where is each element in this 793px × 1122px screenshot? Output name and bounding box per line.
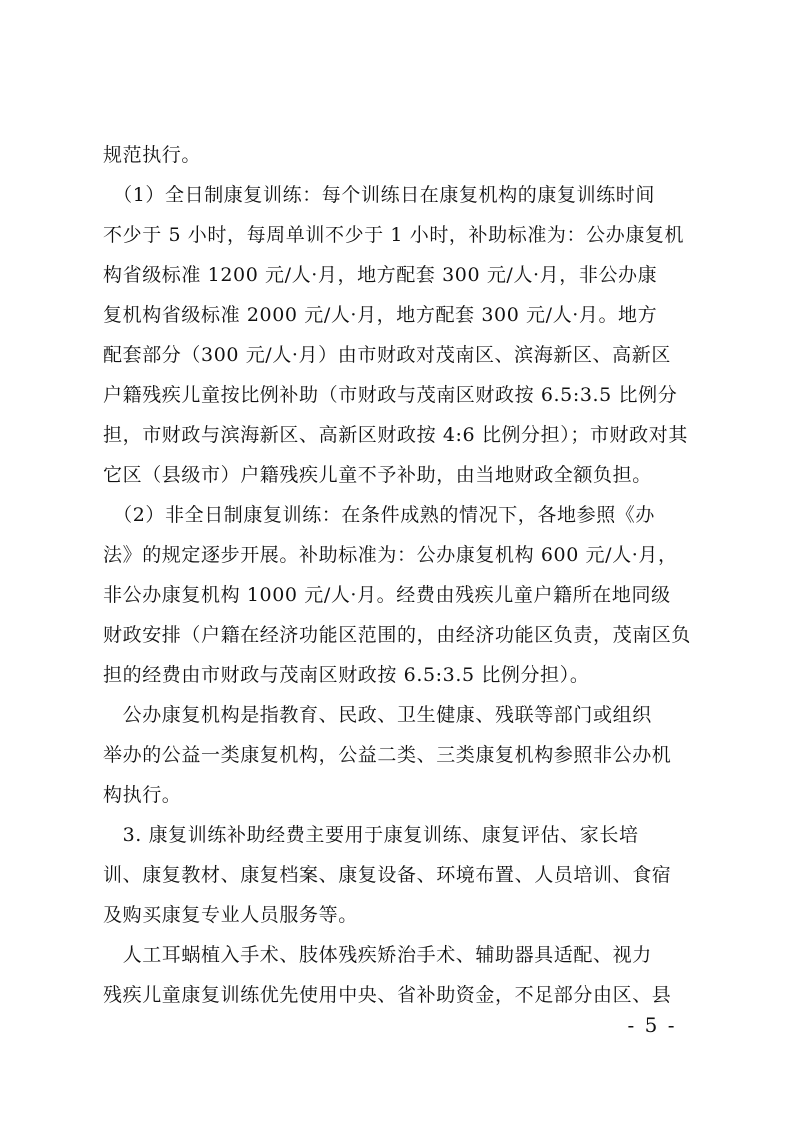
text-line: 财政安排（户籍在经济功能区范围的，由经济功能区负责，茂南区负 xyxy=(103,624,692,646)
text-line: 法》的规定逐步开展。补助标准为：公办康复机构 600 元/人·月， xyxy=(103,544,678,566)
body-text xyxy=(103,135,713,1015)
text-line: 人工耳蜗植入手术、肢体残疾矫治手术、辅助器具适配、视力 xyxy=(103,944,652,966)
text-line: 担的经费由市财政与茂南区财政按 6.5:3.5 比例分担）。 xyxy=(103,664,590,686)
text-line: 复机构省级标准 2000 元/人·月，地方配套 300 元/人·月。地方 xyxy=(103,304,658,326)
text-line: 担，市财政与滨海新区、高新区财政按 4:6 比例分担）；市财政对其 xyxy=(103,424,688,446)
text-line: 构执行。 xyxy=(103,784,182,806)
page-number: - 5 - xyxy=(627,1013,677,1037)
text-line: （2）非全日制康复训练：在条件成熟的情况下，各地参照《办 xyxy=(103,504,655,526)
text-line: 配套部分（300 元/人·月）由市财政对茂南区、滨海新区、高新区 xyxy=(103,344,671,366)
text-line: 非公办康复机构 1000 元/人·月。经费由残疾儿童户籍所在地同级 xyxy=(103,584,671,606)
text-line: 训、康复教材、康复档案、康复设备、环境布置、人员培训、食宿 xyxy=(103,864,672,886)
text-line: 举办的公益一类康复机构，公益二类、三类康复机构参照非公办机 xyxy=(103,744,672,766)
text-line: 及购买康复专业人员服务等。 xyxy=(103,904,358,926)
text-line: 3. 康复训练补助经费主要用于康复训练、康复评估、家长培 xyxy=(103,824,639,846)
text-line: （1）全日制康复训练：每个训练日在康复机构的康复训练时间 xyxy=(103,184,655,206)
text-line: 户籍残疾儿童按比例补助（市财政与茂南区财政按 6.5:3.5 比例分 xyxy=(103,384,678,406)
text-line: 不少于 5 小时，每周单训不少于 1 小时，补助标准为：公办康复机 xyxy=(103,224,685,246)
text-line: 规范执行。 xyxy=(103,144,202,166)
text-line: 公办康复机构是指教育、民政、卫生健康、残联等部门或组织 xyxy=(103,704,652,726)
text-line: 残疾儿童康复训练优先使用中央、省补助资金，不足部分由区、县 xyxy=(103,984,672,1006)
text-line: 它区（县级市）户籍残疾儿童不予补助，由当地财政全额负担。 xyxy=(103,464,652,486)
text-line: 构省级标准 1200 元/人·月，地方配套 300 元/人·月，非公办康 xyxy=(103,264,658,286)
